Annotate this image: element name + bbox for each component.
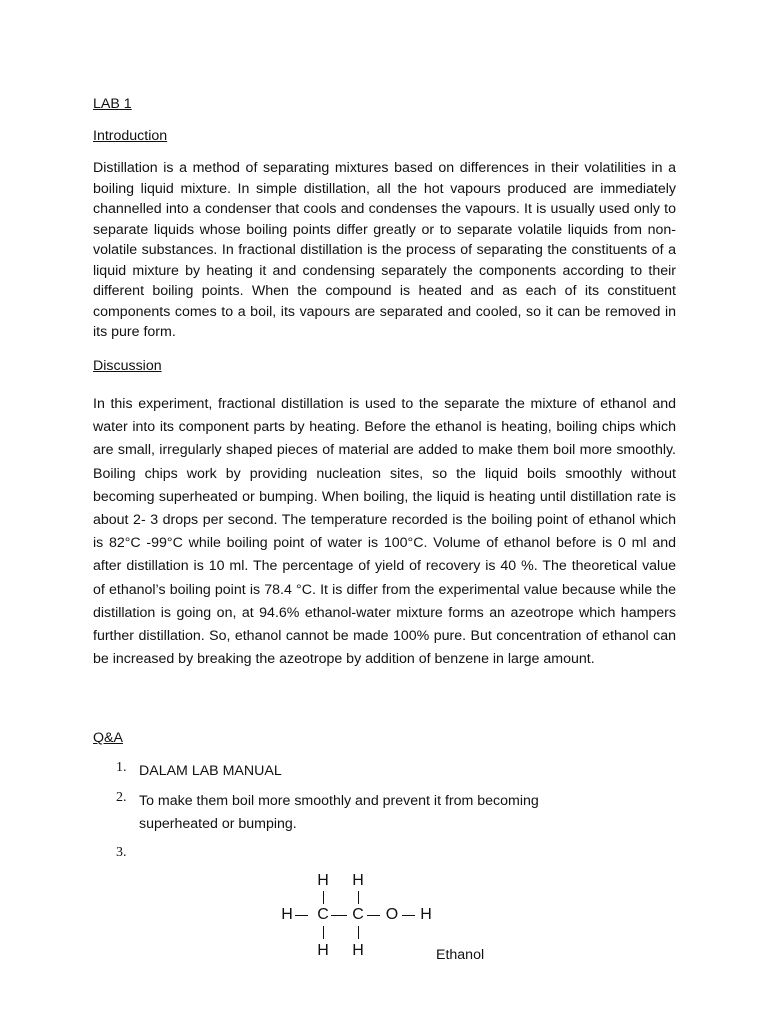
bond (295, 915, 308, 916)
atom-c-2: C (352, 906, 364, 923)
atom-h-left: H (281, 906, 293, 923)
qa-number: 2. (116, 790, 127, 805)
ethanol-label: Ethanol (436, 947, 485, 963)
introduction-paragraph: Distillation is a method of separating mixtures based on differences in their volatilities in a boiling liquid mixture. In simple distillation, all the hot vapours produced are immediately channelled into a condenser that cools and condenses the vapours. It is usually used only to separate liquids whose boiling points differ greatly or to separate volatile liquids from non-volatile substances. In fractional distillation is the process of separating the constituents of a liquid mixture by heating it and condensing separately the components according to their different boiling points. When the compound is heated and as each of its constituent components comes to a boil, its vapours are separated and cooled, so it can be removed in its pure form. (93, 160, 676, 340)
atom-h-top-2: H (352, 872, 364, 889)
atom-o: O (385, 906, 399, 923)
bond (323, 926, 324, 939)
bond (402, 915, 415, 916)
discussion-paragraph: In this experiment, fractional distillation is used to the separate the mixture of ethanol and water into its component parts by heating. Before the ethanol is heating, boiling chips which are small, irregularly shaped pieces of material are added to make them boil more smoothly. Boiling chips work by providing nucleation sites, so the liquid boils smoothly without becoming superheated or bumping. When boiling, the liquid is heating until distillation rate is about 2- 3 drops per second. The temperature recorded is the boiling point of ethanol which is 82°C -99°C while boiling point of water is 100°C. Volume of ethanol before is 0 ml and after distillation is 10 ml. The percentage of yield of recovery is 40 %. The theoretical value of ethanol’s boiling point is 78.4 °C. It is differ from the experimental value because while the distillation is going on, at 94.6% ethanol-water mixture forms an azeotrope which hampers further distillation. So, ethanol cannot be made 100% pure. But concentration of ethanol can be increased by breaking the azeotrope by addition of benzene in large amount. (93, 396, 676, 668)
bond (358, 891, 359, 904)
bond (358, 926, 359, 939)
qa-answer: DALAM LAB MANUAL (139, 763, 282, 779)
atom-h-bottom-2: H (352, 942, 364, 959)
qa-number: 3. (116, 845, 127, 860)
qa-number: 1. (116, 760, 127, 775)
qa-heading: Q&A (93, 730, 123, 746)
introduction-heading: Introduction (93, 128, 168, 144)
ethanol-structure (275, 870, 445, 965)
lab-title: LAB 1 (93, 96, 132, 112)
atom-h-right: H (420, 906, 432, 923)
qa-answer: To make them boil more smoothly and prevent it from becoming superheated or bumping. (139, 793, 539, 832)
atom-h-top-1: H (317, 872, 329, 889)
atom-c-1: C (317, 906, 329, 923)
atom-h-bottom-1: H (317, 942, 329, 959)
bond (367, 915, 380, 916)
discussion-heading: Discussion (93, 358, 162, 374)
bond (323, 891, 324, 904)
bond (331, 915, 347, 916)
